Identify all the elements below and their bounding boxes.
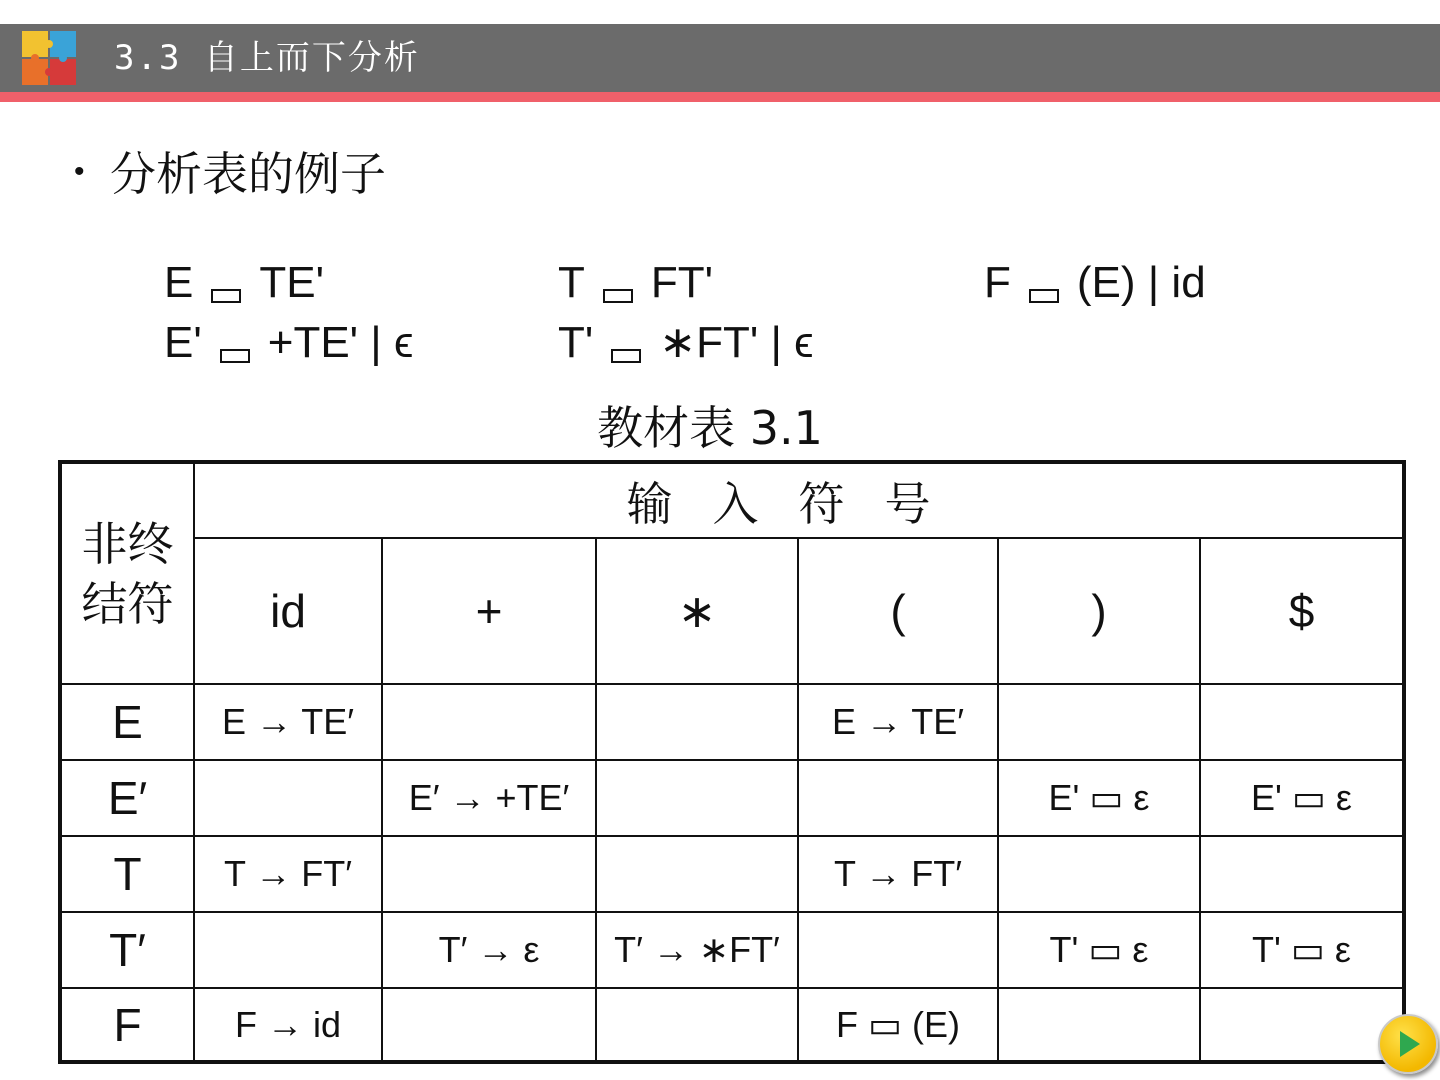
production-rhs: +TE' | ϵ: [267, 318, 414, 367]
table-cell: [998, 988, 1200, 1062]
production-rhs: FT': [650, 258, 714, 307]
table-cell: E → TE′: [194, 684, 382, 760]
next-slide-icon: [1400, 1031, 1420, 1057]
table-cell: F → id: [194, 988, 382, 1062]
production-lhs: E: [164, 258, 194, 307]
table-cell: [596, 988, 798, 1062]
next-slide-button[interactable]: [1378, 1014, 1438, 1074]
table-cell: T → FT′: [798, 836, 998, 912]
table-cell: F ▭ (E): [798, 988, 998, 1062]
symbol-header: ): [998, 538, 1200, 684]
table-cell: [798, 760, 998, 836]
table-cell: [596, 836, 798, 912]
table-cell: [998, 836, 1200, 912]
nonterminal-header-label: 非终 结符: [81, 516, 174, 631]
table-cell: [1200, 684, 1404, 760]
table-cell: [596, 760, 798, 836]
table-row: [60, 684, 1404, 760]
table-caption: 教材表 3.1: [597, 401, 823, 455]
table-cell: T' ▭ ε: [1200, 912, 1404, 988]
symbol-header: $: [1200, 538, 1404, 684]
table-cell: [382, 988, 596, 1062]
table-cell: [1200, 836, 1404, 912]
table-cell: E → TE′: [798, 684, 998, 760]
production-rhs: (E) | id: [1076, 258, 1206, 307]
symbol-header: +: [382, 538, 596, 684]
table-row: [60, 760, 1404, 836]
table-cell: [1200, 988, 1404, 1062]
puzzle-logo-icon: [20, 29, 78, 87]
table-cell: T′ → ε: [382, 912, 596, 988]
symbol-header: ∗: [596, 538, 798, 684]
missing-arrow-glyph-icon: [220, 349, 250, 363]
symbol-header: id: [194, 538, 382, 684]
input-symbol-header: 输入符号: [194, 462, 1404, 538]
nonterminal-header: [60, 462, 194, 684]
table-cell: [596, 684, 798, 760]
table-cell: T' ▭ ε: [998, 912, 1200, 988]
table-cell: T′ → ∗FT′: [596, 912, 798, 988]
production-f: [984, 256, 1206, 310]
table-cell: T → FT′: [194, 836, 382, 912]
production-rhs: TE': [259, 258, 324, 307]
nonterminal-cell: E′: [60, 760, 194, 836]
production-e: [164, 256, 324, 310]
missing-arrow-glyph-icon: [611, 349, 641, 363]
table-cell: [382, 684, 596, 760]
bullet-marker: •: [74, 155, 85, 188]
slide-heading: 分析表的例子: [110, 147, 386, 201]
missing-arrow-glyph-icon: [1029, 289, 1059, 303]
production-lhs: T': [558, 318, 594, 367]
production-lhs: T: [558, 258, 585, 307]
nonterminal-cell: T′: [60, 912, 194, 988]
production-lhs: F: [984, 258, 1011, 307]
table-row: [60, 988, 1404, 1062]
table-cell: E′ → +TE′: [382, 760, 596, 836]
symbol-header-row: [60, 538, 1404, 684]
table-cell: [798, 912, 998, 988]
table-row: [60, 912, 1404, 988]
missing-arrow-glyph-icon: [603, 289, 633, 303]
table-cell: E' ▭ ε: [1200, 760, 1404, 836]
table-cell: [194, 760, 382, 836]
production-t: [558, 256, 713, 310]
slide-section-title: 3.3 自上而下分析: [114, 38, 420, 78]
symbol-header: (: [798, 538, 998, 684]
table-cell: [998, 684, 1200, 760]
nonterminal-cell: T: [60, 836, 194, 912]
missing-arrow-glyph-icon: [211, 289, 241, 303]
production-t-prime: [558, 316, 814, 370]
table-row: [60, 836, 1404, 912]
nonterminal-cell: E: [60, 684, 194, 760]
nonterminal-cell: F: [60, 988, 194, 1062]
parsing-table: [58, 460, 1402, 1064]
production-lhs: E': [164, 318, 202, 367]
header-accent-line: [0, 92, 1440, 102]
production-rhs: ∗FT' | ϵ: [659, 318, 814, 367]
table-cell: E' ▭ ε: [998, 760, 1200, 836]
table-cell: [382, 836, 596, 912]
production-e-prime: [164, 316, 413, 370]
table-cell: [194, 912, 382, 988]
